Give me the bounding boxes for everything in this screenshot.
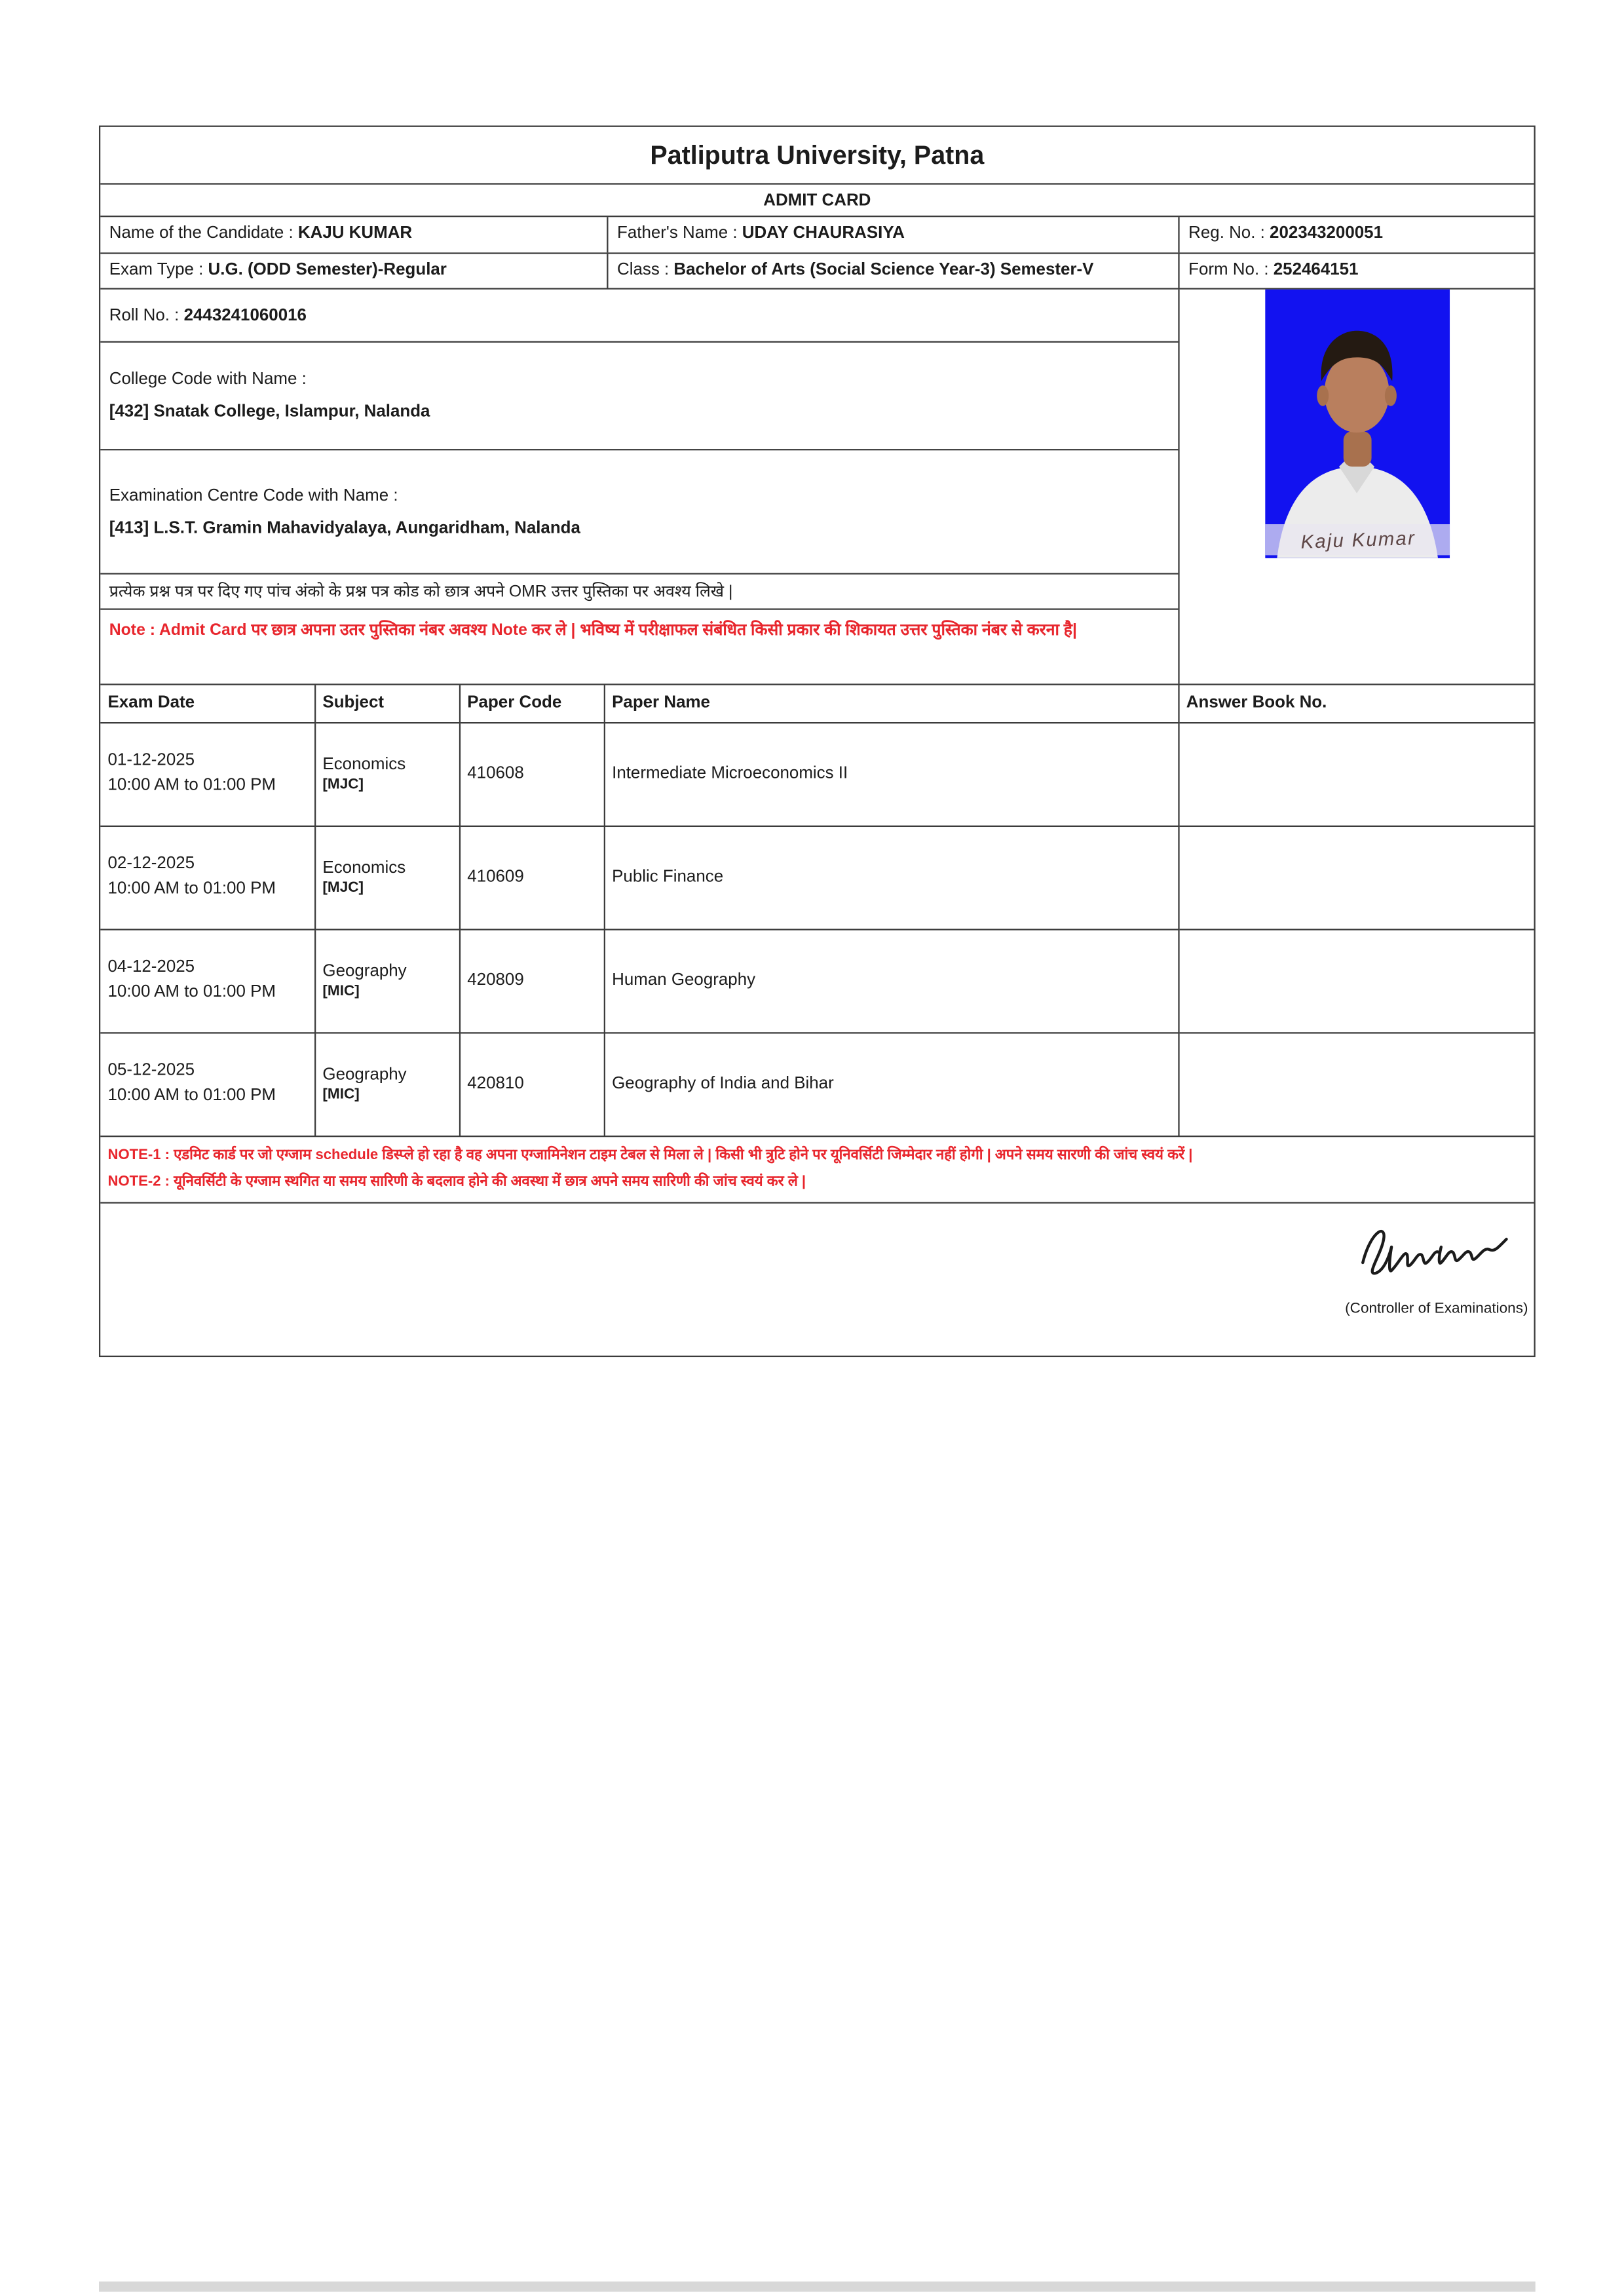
col-header-answer-book: Answer Book No. <box>1178 685 1534 722</box>
candidate-name-cell <box>100 217 607 252</box>
exam-schedule-section <box>100 683 1534 1136</box>
paper-code-cell: 410608 <box>459 722 604 826</box>
paper-name-cell: Human Geography <box>604 929 1179 1033</box>
admit-card-heading: ADMIT CARD <box>100 183 1534 216</box>
exam-date-cell <box>100 929 314 1033</box>
photo-signature-text: Kaju Kumar <box>1299 526 1416 553</box>
main-info-section <box>100 288 1534 683</box>
subject-cell <box>314 929 459 1033</box>
answer-book-cell <box>1178 826 1534 929</box>
college-label: College Code with Name : <box>109 370 307 389</box>
exam-date: 02-12-2025 <box>107 854 195 873</box>
subject-cell <box>314 1032 459 1136</box>
roll-no-label: Roll No. : <box>109 306 184 324</box>
note-1: NOTE-1 : एडमिट कार्ड पर जो एग्जाम schedule डिस्प्ले हो रहा है वह अपना एग्जामिनेशन टाइम टेबल से मिला ले | किसी भी त्रुटि होने पर यूनिवर्सिटी जिम्मेदार नहीं होगी | अपने समय सारणी की जांच स्वयं करें | <box>107 1147 1193 1164</box>
candidate-name-value: KAJU KUMAR <box>297 224 413 242</box>
father-name-cell <box>607 217 1178 252</box>
exam-schedule-table <box>100 685 1534 1136</box>
answer-book-cell <box>1178 929 1534 1033</box>
candidate-info-row-2 <box>100 252 1534 288</box>
exam-type-cell <box>100 253 607 288</box>
exam-time: 10:00 AM to 01:00 PM <box>107 983 276 1001</box>
exam-time: 10:00 AM to 01:00 PM <box>107 880 276 898</box>
col-header-paper-code: Paper Code <box>459 685 604 722</box>
college-value: [432] Snatak College, Islampur, Nalanda <box>109 403 430 421</box>
photo-cell <box>1178 290 1534 684</box>
class-value: Bachelor of Arts (Social Science Year-3) Semester-V <box>673 260 1094 278</box>
paper-code-cell: 420809 <box>459 929 604 1033</box>
father-name-value: UDAY CHAURASIYA <box>742 224 905 242</box>
answer-book-cell <box>1178 1032 1534 1136</box>
exam-date: 05-12-2025 <box>107 1062 195 1080</box>
roll-no-cell <box>100 290 1178 341</box>
subject-name: Geography <box>322 1065 407 1084</box>
page-bottom-divider <box>99 2282 1536 2292</box>
red-note: Note : Admit Card पर छात्र अपना उतर पुस्तिका नंबर अवश्य Note कर ले | भविष्य में परीक्षाफल संबंधित किसी प्रकार की शिकायत उत्तर पुस्तिका नंबर से करना है| <box>100 608 1178 683</box>
col-header-exam-date: Exam Date <box>100 685 314 722</box>
candidate-name-label: Name of the Candidate : <box>109 224 298 242</box>
candidate-info-row-1 <box>100 216 1534 252</box>
left-info-stack <box>100 290 1178 684</box>
signature-area <box>100 1202 1534 1355</box>
subject-name: Economics <box>322 755 406 773</box>
reg-no-label: Reg. No. : <box>1188 224 1270 242</box>
col-header-paper-name: Paper Name <box>604 685 1179 722</box>
photo-signature-strip <box>1265 524 1450 555</box>
exam-date: 01-12-2025 <box>107 752 195 770</box>
exam-row <box>100 1032 1534 1136</box>
paper-code-cell: 410609 <box>459 826 604 929</box>
exam-row <box>100 826 1534 929</box>
reg-no-value: 202343200051 <box>1270 224 1383 242</box>
omr-instruction: प्रत्येक प्रश्न पत्र पर दिए गए पांच अंको के प्रश्न पत्र कोड को छात्र अपने OMR उत्तर पुस्तिका पर अवश्य लिखे | <box>100 573 1178 608</box>
exam-date-cell <box>100 722 314 826</box>
controller-signature-icon <box>1352 1218 1522 1286</box>
exam-row <box>100 929 1534 1033</box>
subject-tag: [MJC] <box>322 776 364 793</box>
exam-date: 04-12-2025 <box>107 958 195 976</box>
reg-no-cell <box>1178 217 1534 252</box>
paper-name-cell: Public Finance <box>604 826 1179 929</box>
paper-name-cell: Geography of India and Bihar <box>604 1032 1179 1136</box>
admit-card-document <box>99 126 1536 1358</box>
form-no-cell <box>1178 253 1534 288</box>
subject-cell <box>314 722 459 826</box>
bottom-notes <box>100 1136 1534 1202</box>
exam-type-value: U.G. (ODD Semester)-Regular <box>208 260 447 278</box>
university-title: Patliputra University, Patna <box>650 139 985 170</box>
exam-date-cell <box>100 1032 314 1136</box>
col-header-subject: Subject <box>314 685 459 722</box>
college-cell <box>100 341 1178 450</box>
answer-book-cell <box>1178 722 1534 826</box>
class-cell <box>607 253 1178 288</box>
exam-table-header-row <box>100 685 1534 722</box>
subject-tag: [MIC] <box>322 1086 360 1103</box>
exam-centre-value: [413] L.S.T. Gramin Mahavidyalaya, Aungaridham, Nalanda <box>109 519 580 537</box>
exam-centre-cell <box>100 449 1178 573</box>
roll-no-value: 2443241060016 <box>183 306 307 324</box>
subject-name: Economics <box>322 858 406 877</box>
subject-tag: [MJC] <box>322 879 364 896</box>
paper-name-cell: Intermediate Microeconomics II <box>604 722 1179 826</box>
controller-of-examinations-label: (Controller of Examinations) <box>1345 1301 1528 1318</box>
exam-time: 10:00 AM to 01:00 PM <box>107 1087 276 1105</box>
exam-table-body <box>100 722 1534 1136</box>
class-label: Class : <box>617 260 674 278</box>
candidate-photo <box>1265 290 1450 558</box>
subject-tag: [MIC] <box>322 982 360 999</box>
exam-centre-label: Examination Centre Code with Name : <box>109 486 398 505</box>
father-name-label: Father's Name : <box>617 224 742 242</box>
paper-code-cell: 420810 <box>459 1032 604 1136</box>
exam-row <box>100 722 1534 826</box>
subject-cell <box>314 826 459 929</box>
note-2: NOTE-2 : यूनिवर्सिटी के एग्जाम स्थगित या समय सारिणी के बदलाव होने की अवस्था में छात्र अपने समय सारिणी की जांच स्वयं कर ले | <box>107 1174 806 1191</box>
exam-type-label: Exam Type : <box>109 260 208 278</box>
person-portrait <box>1265 290 1450 558</box>
form-no-label: Form No. : <box>1188 260 1274 278</box>
exam-date-cell <box>100 826 314 929</box>
exam-time: 10:00 AM to 01:00 PM <box>107 776 276 795</box>
form-no-value: 252464151 <box>1273 260 1359 278</box>
subject-name: Geography <box>322 962 407 980</box>
